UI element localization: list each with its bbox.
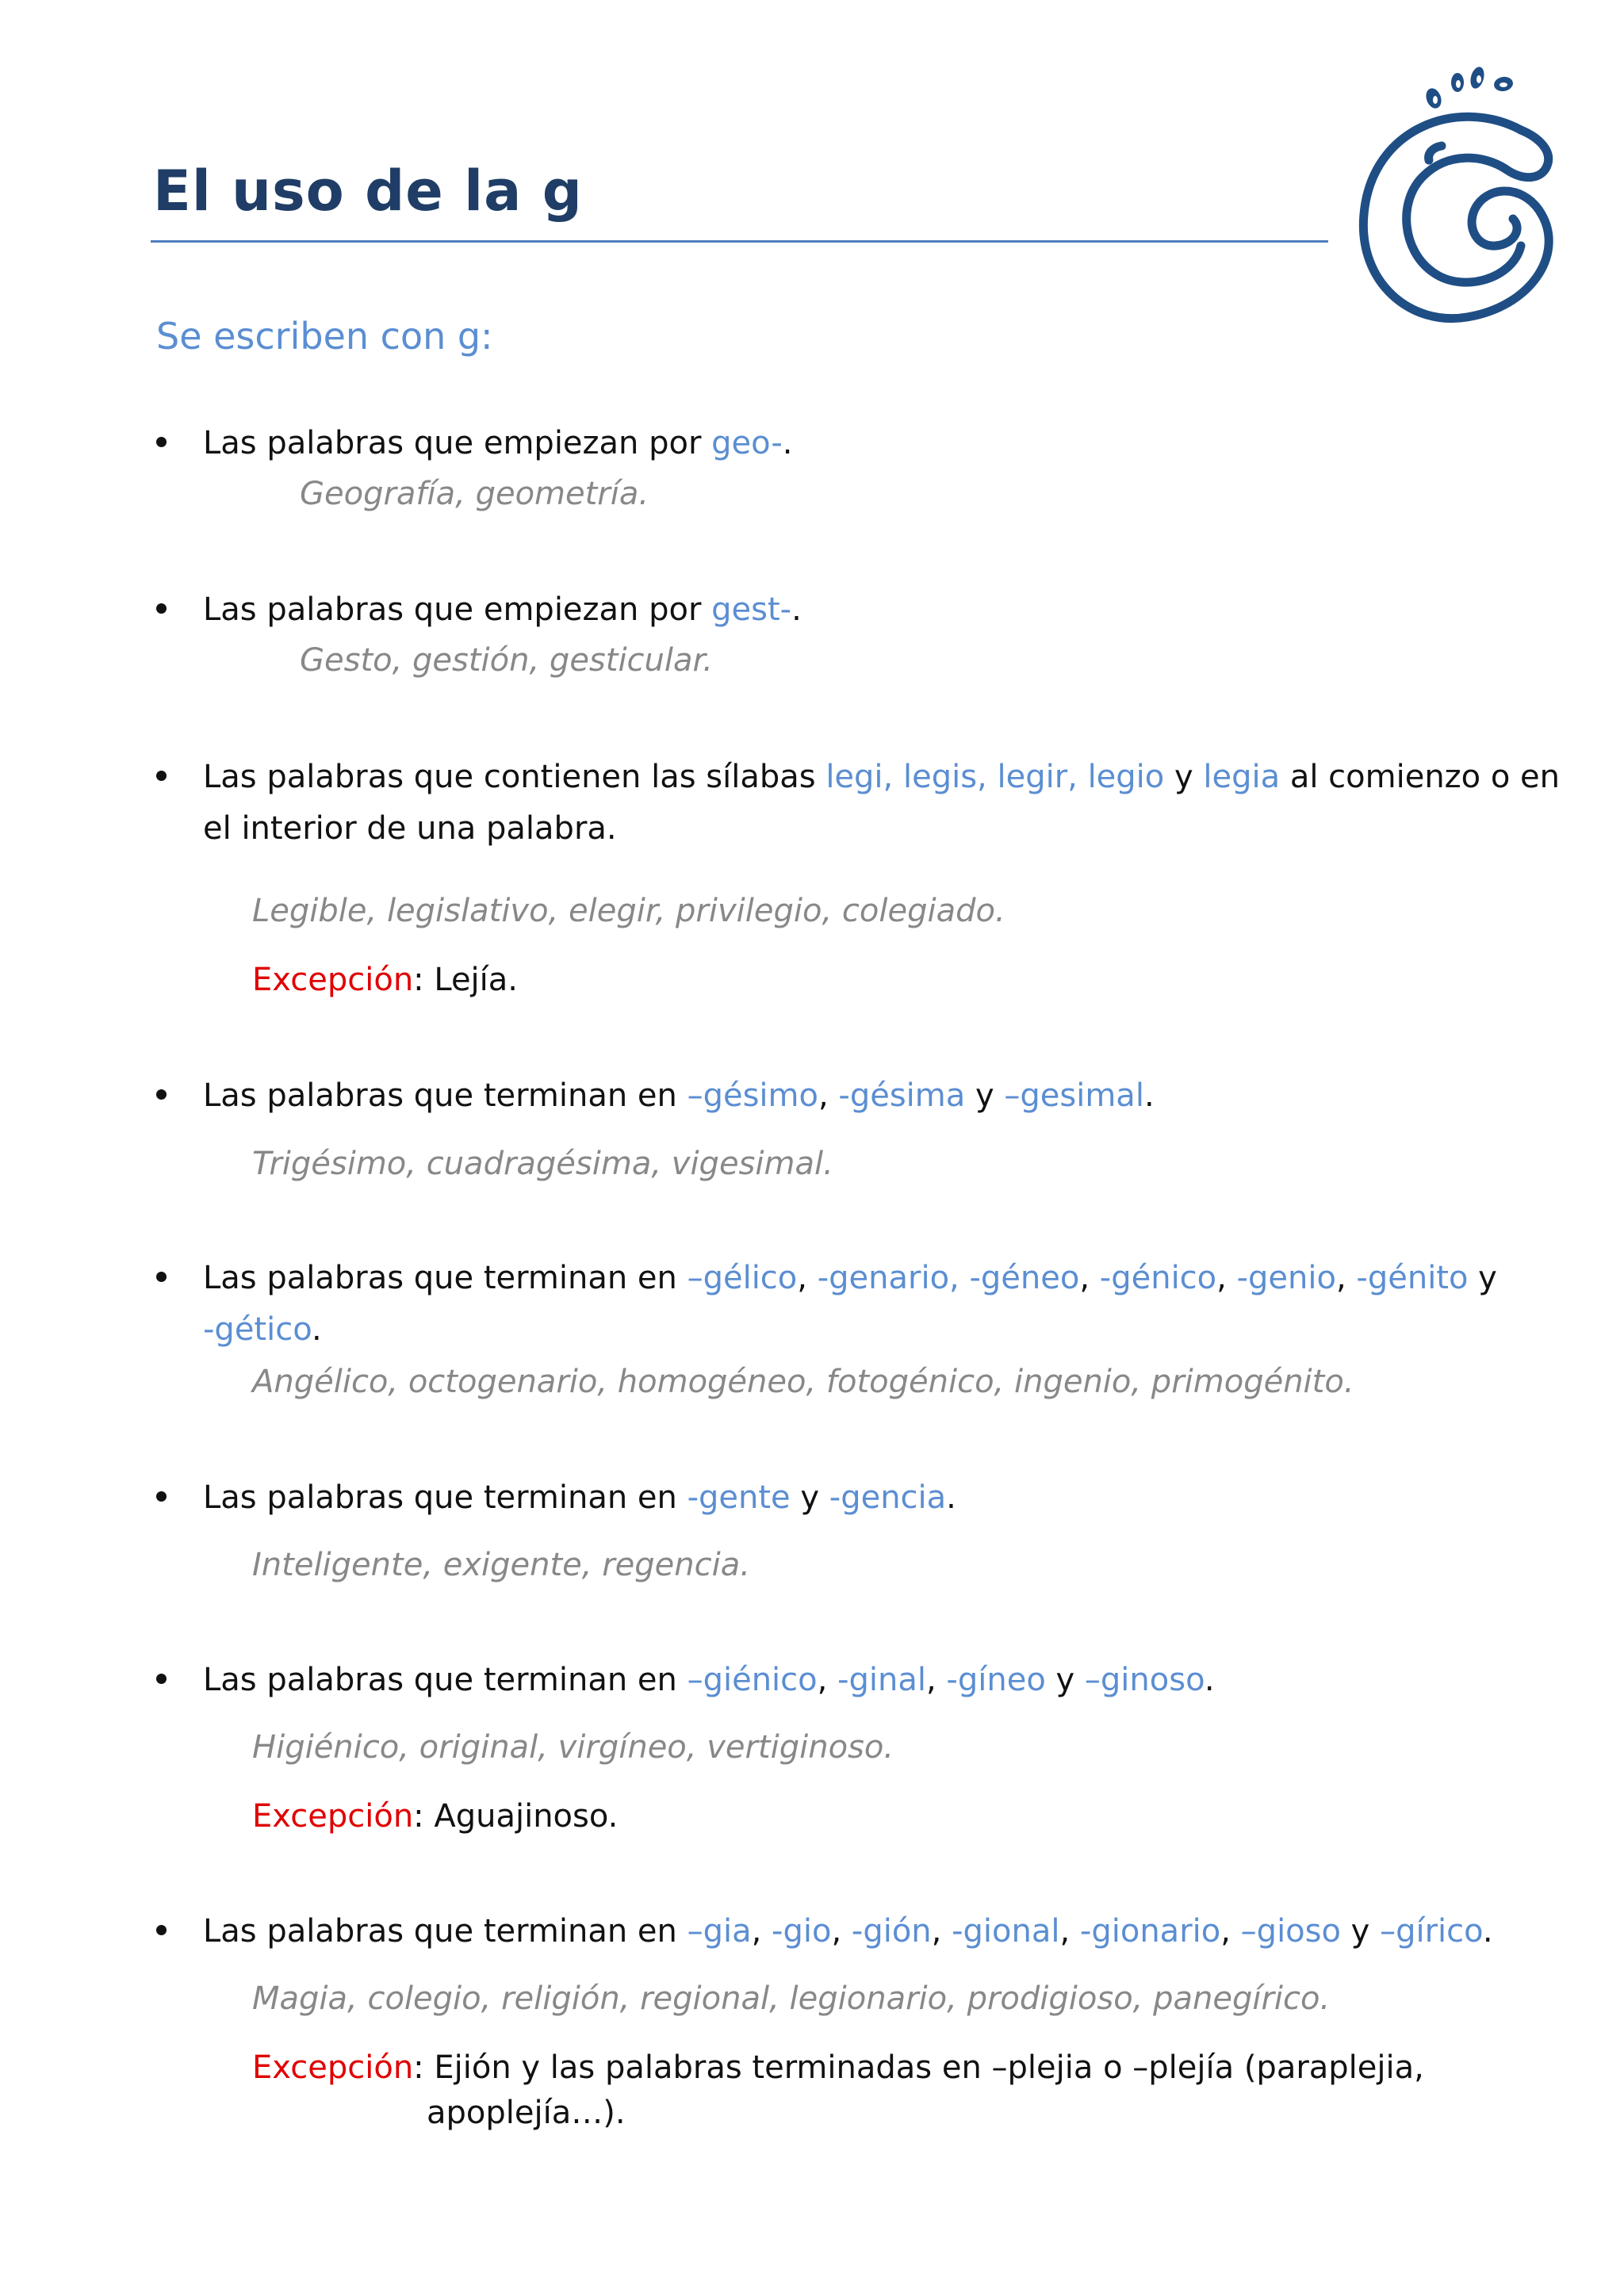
bullet <box>156 771 167 781</box>
rule-text: Las palabras que terminan en –gésimo, -gésima y –gesimal. <box>203 1077 1155 1114</box>
rule-text: Las palabras que terminan en –gélico, -genario, -géneo, -génico, -genio, -génito y <box>203 1260 1497 1296</box>
bullet <box>156 1491 167 1502</box>
rule-text: Las palabras que terminan en –gia, -gio, -gión, -gional, -gionario, –gioso y –gírico. <box>203 1913 1493 1950</box>
rule-examples: Magia, colegio, religión, regional, legionario, prodigioso, panegírico. <box>252 1980 1331 2017</box>
rule-text: Las palabras que terminan en –giénico, -ginal, -gíneo y –ginoso. <box>203 1662 1215 1698</box>
bullet <box>156 1272 167 1282</box>
rule-examples: Inteligente, exigente, regencia. <box>252 1547 750 1583</box>
rule-exception-continued: apoplejía…). <box>427 2095 626 2131</box>
rule-exception: Excepción: Ejión y las palabras terminadas en –plejia o –plejía (paraplejia, <box>252 2049 1424 2086</box>
rule-examples: Gesto, gestión, gesticular. <box>300 642 714 679</box>
bullet <box>156 437 167 447</box>
rule-text: Las palabras que empiezan por gest-. <box>203 591 802 628</box>
page-title: El uso de la g <box>153 159 583 224</box>
bullet <box>156 1674 167 1684</box>
rule-examples: Trigésimo, cuadragésima, vigesimal. <box>252 1146 833 1182</box>
rule-text: Las palabras que terminan en -gente y -gencia. <box>203 1479 956 1516</box>
rule-text: Las palabras que contienen las sílabas legi, legis, legir, legio y legia al comienzo o en <box>203 759 1561 795</box>
rule-examples: Geografía, geometría. <box>300 476 649 512</box>
rule-examples: Higiénico, original, virgíneo, vertiginoso. <box>252 1729 894 1766</box>
rule-examples: Legible, legislativo, elegir, privilegio, colegiado. <box>252 893 1005 929</box>
rule-examples: Angélico, octogenario, homogéneo, fotogénico, ingenio, primogénito. <box>252 1364 1354 1400</box>
letter-g-logo-icon <box>1340 65 1570 339</box>
section-subtitle: Se escriben con g: <box>156 315 493 358</box>
rule-exception: Excepción: Aguajinoso. <box>252 1798 619 1835</box>
bullet <box>156 1089 167 1100</box>
rule-text: Las palabras que empiezan por geo-. <box>203 425 793 461</box>
rule-exception: Excepción: Lejía. <box>252 962 519 998</box>
title-underline <box>151 240 1328 243</box>
rule-text-continued: -gético. <box>203 1311 322 1348</box>
bullet <box>156 603 167 614</box>
bullet <box>156 1925 167 1935</box>
rule-text-continued: el interior de una palabra. <box>203 810 617 847</box>
